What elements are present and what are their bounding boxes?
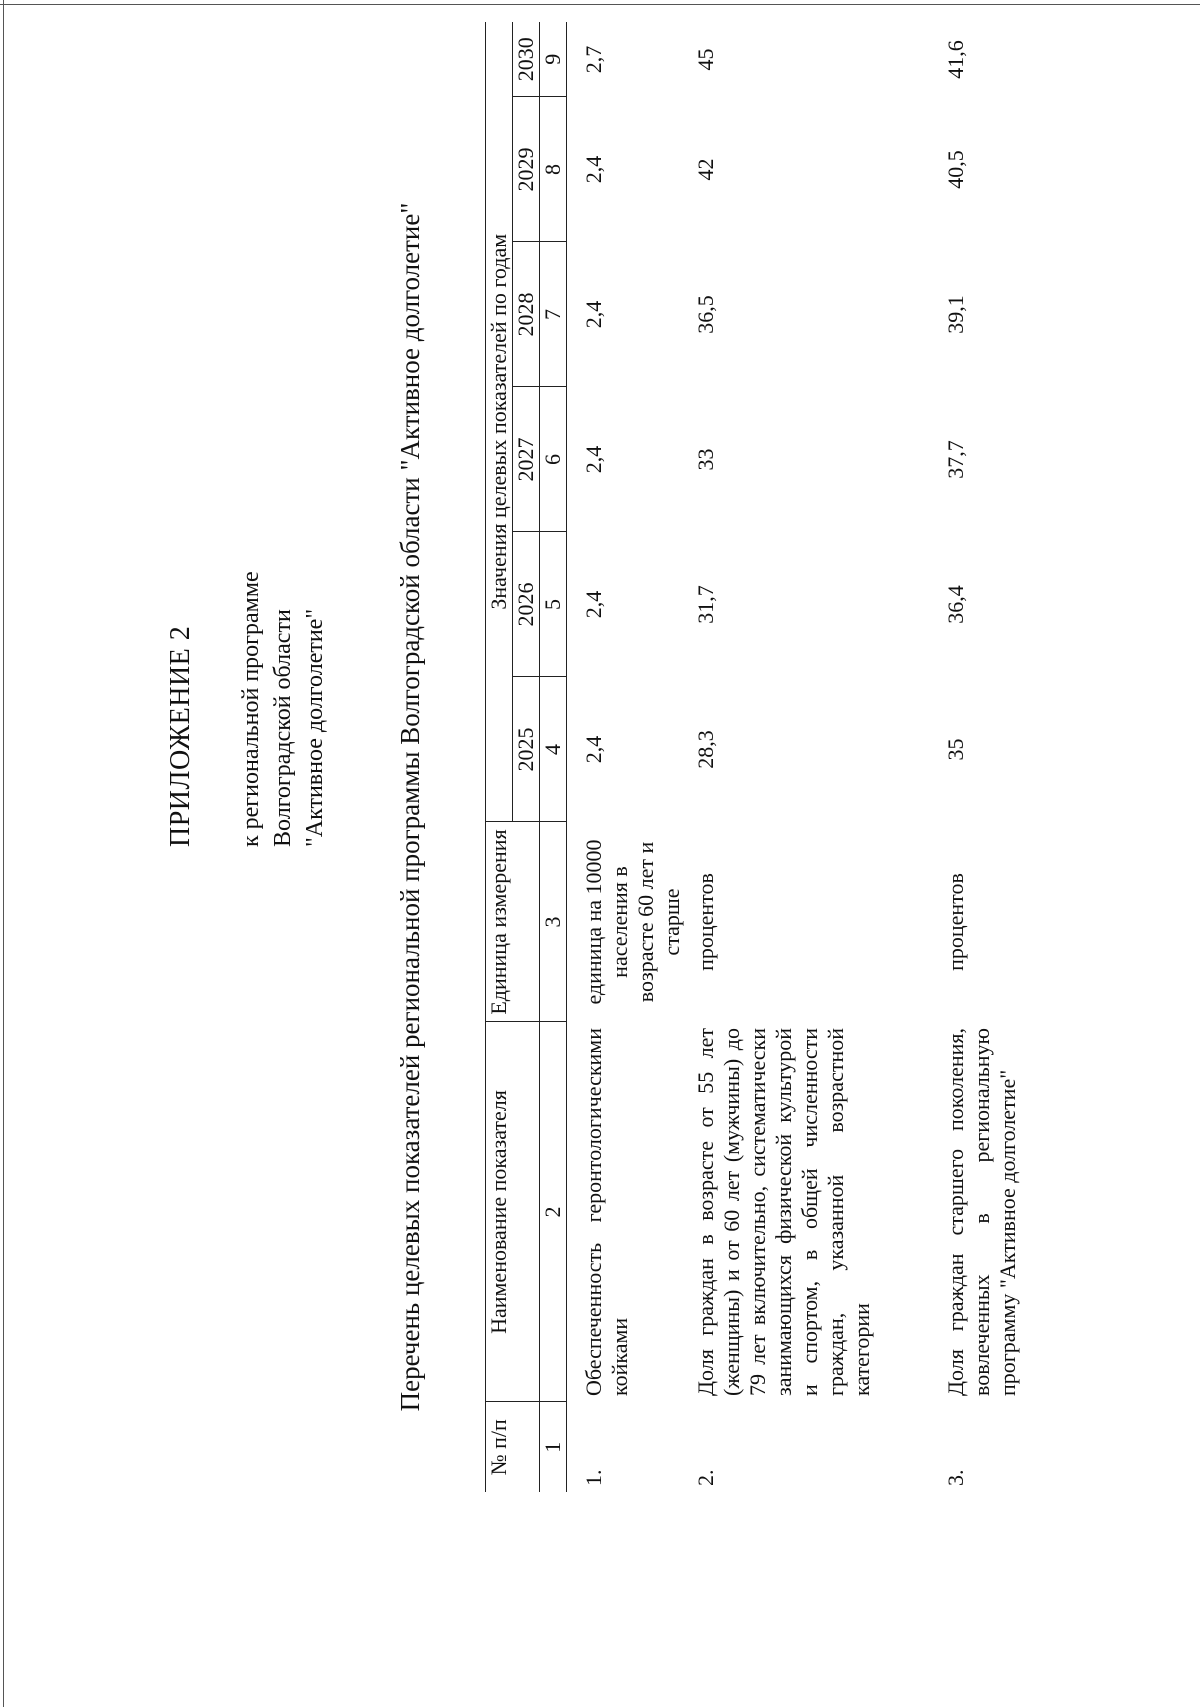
appendix-label: ПРИЛОЖЕНИЕ 2 bbox=[165, 625, 196, 847]
row-value: 28,3 bbox=[692, 730, 718, 769]
header-year: 2028 bbox=[513, 242, 540, 387]
row-value: 39,1 bbox=[942, 295, 968, 334]
indicators-table bbox=[485, 22, 1073, 1492]
appendix-ref-line: к региональной программе bbox=[238, 571, 264, 847]
row-value: 37,7 bbox=[942, 440, 968, 479]
row-value: 41,6 bbox=[942, 40, 968, 79]
col-number: 3 bbox=[540, 822, 567, 1022]
col-number: 7 bbox=[540, 242, 567, 387]
row-value: 2,4 bbox=[581, 735, 606, 764]
row-value: 42 bbox=[692, 158, 718, 181]
row-num: 1. bbox=[581, 1469, 606, 1486]
col-number: 4 bbox=[540, 677, 567, 822]
table-row bbox=[693, 22, 943, 1492]
col-number: 5 bbox=[540, 532, 567, 677]
col-number: 2 bbox=[540, 1022, 567, 1402]
header-year: 2026 bbox=[513, 532, 540, 677]
appendix-ref-line: Волгоградской области bbox=[270, 609, 296, 847]
header-year: 2029 bbox=[513, 97, 540, 242]
row-num: 2. bbox=[692, 1469, 718, 1486]
row-unit: процентов bbox=[942, 873, 968, 971]
header-num: № п/п bbox=[486, 1402, 540, 1492]
table-row bbox=[567, 22, 693, 1492]
col-number: 1 bbox=[540, 1402, 567, 1492]
row-name: Доля граждан в возрасте от 55 лет (женщины) и от 60 лет (мужчины) до 79 лет включительно, систематически занимающихся физической культурой и спортом, в общей численности граждан, указанной возрастной категории bbox=[692, 1028, 874, 1396]
row-num: 3. bbox=[942, 1469, 968, 1486]
row-value: 2,4 bbox=[581, 155, 606, 184]
header-year: 2030 bbox=[513, 22, 540, 97]
col-number: 6 bbox=[540, 387, 567, 532]
row-value: 35 bbox=[942, 738, 968, 761]
row-value: 36,4 bbox=[942, 585, 968, 624]
header-unit: Единица измерения bbox=[486, 822, 540, 1022]
col-number: 8 bbox=[540, 97, 567, 242]
header-year: 2027 bbox=[513, 387, 540, 532]
row-value: 36,5 bbox=[692, 295, 718, 334]
row-value: 40,5 bbox=[942, 150, 968, 189]
row-unit: процентов bbox=[692, 873, 718, 971]
header-values: Значения целевых показателей по годам bbox=[486, 22, 513, 822]
header-year: 2025 bbox=[513, 677, 540, 822]
row-value: 33 bbox=[692, 448, 718, 471]
table-row bbox=[943, 22, 1073, 1492]
table-title: Перечень целевых показателей региональной программы Волгоградской области "Активное долголетие" bbox=[395, 202, 425, 1412]
header-name: Наименование показателя bbox=[486, 1022, 540, 1402]
row-value: 2,4 bbox=[581, 590, 606, 619]
row-value: 2,4 bbox=[581, 445, 606, 474]
row-unit: единица на 10000 населения в возрасте 60 лет и старше bbox=[581, 839, 684, 1005]
row-value: 31,7 bbox=[692, 585, 718, 624]
col-number: 9 bbox=[540, 22, 567, 97]
row-name: Доля граждан старшего поколения, вовлеченных в региональную программу "Активное долголетие" bbox=[942, 1028, 1020, 1396]
row-value: 45 bbox=[692, 48, 718, 71]
row-name: Обеспеченность геронтологическими койками bbox=[581, 1028, 632, 1396]
appendix-ref-line: "Активное долголетие" bbox=[302, 608, 328, 847]
row-value: 2,4 bbox=[581, 300, 606, 329]
appendix-reference bbox=[235, 571, 331, 847]
row-value: 2,7 bbox=[581, 45, 606, 74]
